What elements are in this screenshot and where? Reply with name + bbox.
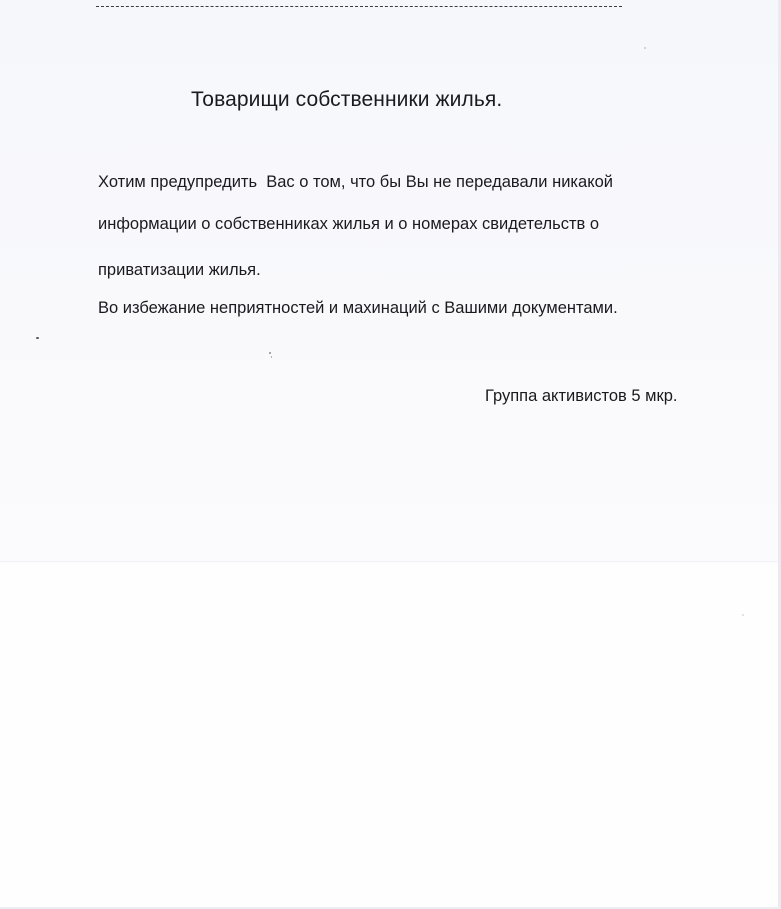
notice-signature: Группа активистов 5 мкр. bbox=[485, 387, 678, 405]
ink-speck bbox=[269, 352, 271, 354]
ink-speck bbox=[36, 337, 39, 339]
ink-speck bbox=[644, 47, 646, 49]
ink-speck bbox=[271, 356, 272, 358]
notice-line-1: Хотим предупредить Вас о том, что бы Вы не передавали никакой bbox=[98, 173, 613, 191]
notice-line-4: Во избежание неприятностей и махинаций с Вашими документами. bbox=[98, 299, 618, 317]
notice-line-3: приватизации жилья. bbox=[98, 261, 261, 279]
notice-line-2: информации о собственниках жилья и о номерах свидетельств о bbox=[98, 215, 600, 233]
notice-title: Товарищи собственники жилья. bbox=[191, 88, 503, 111]
cut-line bbox=[96, 6, 622, 7]
paper-fold bbox=[0, 561, 781, 563]
ink-speck bbox=[742, 614, 744, 616]
